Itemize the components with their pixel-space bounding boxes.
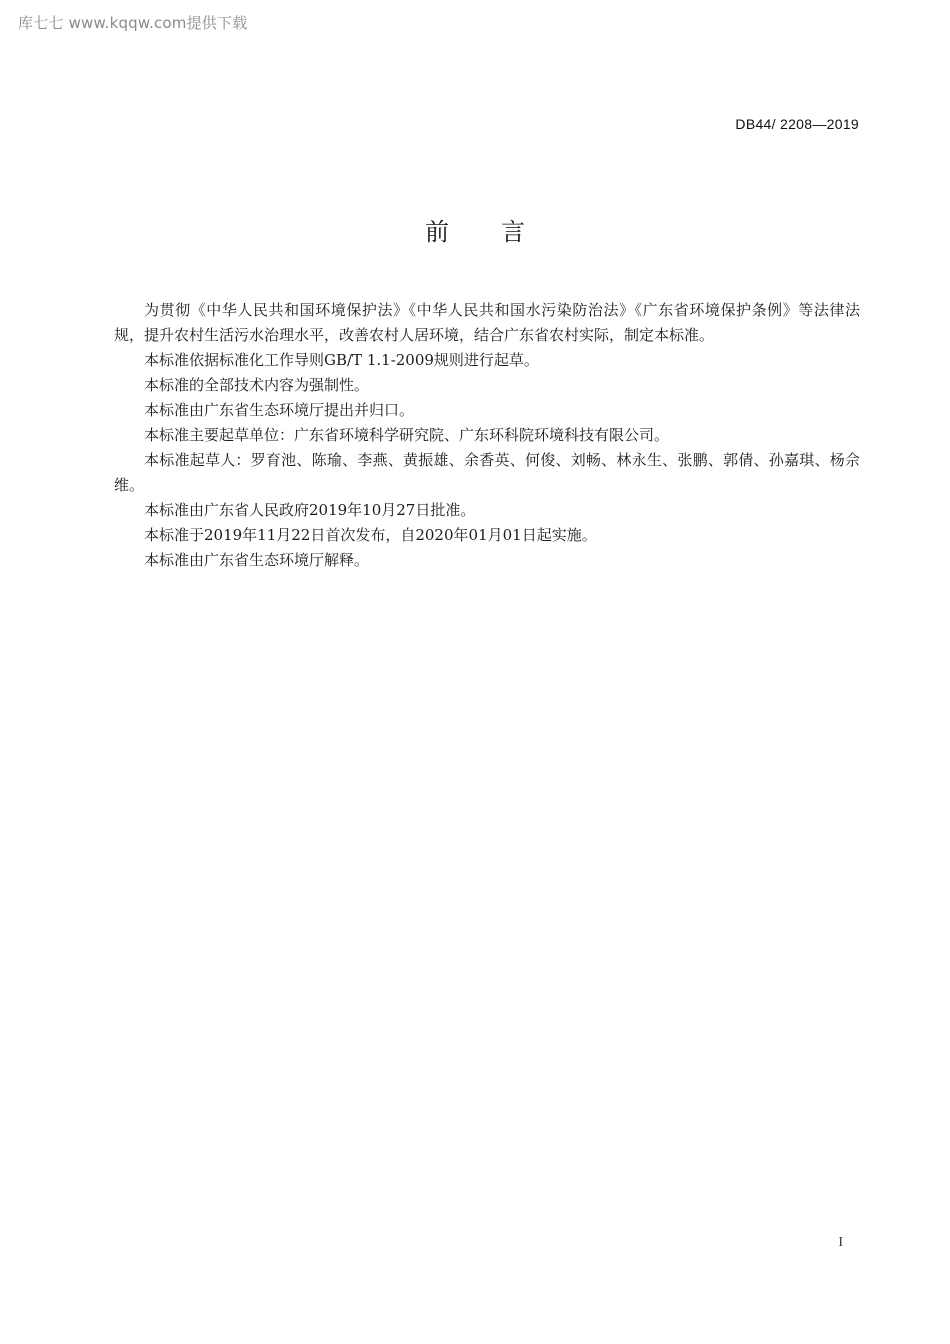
foreword-paragraph: 本标准起草人：罗育池、陈瑜、李燕、黄振雄、余香英、何俊、刘畅、林永生、张鹏、郭倩、孙嘉琪、杨佘维。 bbox=[114, 451, 860, 494]
foreword-paragraph: 本标准依据标准化工作导则GB/T 1.1-2009规则进行起草。 bbox=[144, 351, 539, 369]
foreword-paragraph: 本标准主要起草单位：广东省环境科学研究院、广东环科院环境科技有限公司。 bbox=[144, 426, 670, 444]
page-title: 前言 bbox=[425, 218, 577, 246]
foreword-paragraph: 本标准由广东省生态环境厅提出并归口。 bbox=[144, 401, 415, 419]
foreword-paragraph: 本标准由广东省人民政府2019年10月27日批准。 bbox=[144, 501, 476, 519]
watermark-text: 库七七 www.kqqw.com提供下载 bbox=[18, 14, 248, 32]
foreword-paragraph: 为贯彻《中华人民共和国环境保护法》《中华人民共和国水污染防治法》《广东省环境保护条例》等法律法规，提升农村生活污水治理水平，改善农村人居环境，结合广东省农村实际，制定本标准。 bbox=[114, 301, 860, 344]
foreword-paragraph: 本标准于2019年11月22日首次发布，自2020年01月01日起实施。 bbox=[144, 526, 597, 544]
foreword-paragraph: 本标准的全部技术内容为强制性。 bbox=[144, 376, 370, 394]
foreword-paragraph: 本标准由广东省生态环境厅解释。 bbox=[144, 551, 370, 569]
foreword-body bbox=[114, 298, 860, 573]
page-number: I bbox=[838, 1235, 843, 1250]
document-code: DB44/ 2208—2019 bbox=[735, 116, 859, 132]
